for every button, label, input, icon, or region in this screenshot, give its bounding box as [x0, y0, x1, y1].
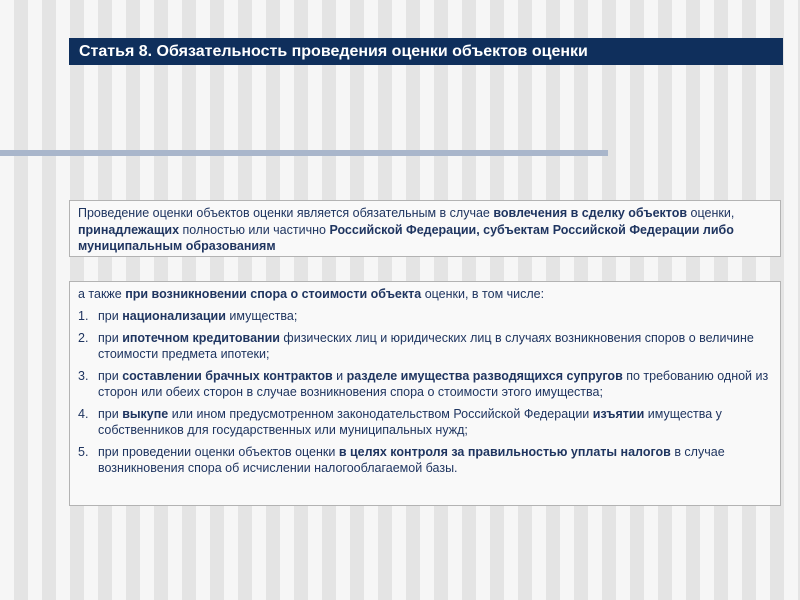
item-bold: выкупе — [122, 407, 169, 421]
item-bold: изъятии — [592, 407, 645, 421]
item-text: имущества; — [225, 309, 298, 323]
item-text: при — [98, 407, 123, 421]
para1-bold: принадлежащих — [78, 222, 180, 237]
intro-bold: при возникновении спора о стоимости объекта — [125, 287, 422, 301]
item-text: при — [98, 331, 123, 345]
list-item — [78, 308, 772, 324]
item-text: при проведении оценки объектов оценки — [98, 445, 339, 459]
item-text: при — [98, 309, 123, 323]
para1-text: оценки, — [687, 206, 735, 220]
list-item-number: 1. — [78, 309, 89, 323]
page-title: Статья 8. Обязательность проведения оценки объектов оценки — [79, 43, 588, 60]
item-bold: в целях контроля за правильностью уплаты налогов — [338, 445, 671, 459]
item-bold: составлении брачных контрактов — [122, 369, 333, 383]
para1-bold: Российской Федерации, субъектам Российской Федерации либо муниципальным образованиям — [78, 222, 734, 253]
list-item-number: 4. — [78, 407, 89, 421]
list-item — [78, 368, 772, 400]
accent-divider — [0, 150, 608, 156]
item-bold: ипотечном кредитовании — [122, 331, 280, 345]
list-item — [78, 330, 772, 362]
list-item — [78, 406, 772, 438]
obligation-text-box — [69, 200, 781, 257]
para1-bold: вовлечения в сделку объектов — [493, 206, 688, 220]
item-text: или ином предусмотренном законодательством Российской Федерации — [168, 407, 593, 421]
para1-text: Проведение оценки объектов оценки является обязательным в случае — [78, 206, 494, 220]
list-item-number: 3. — [78, 369, 89, 383]
item-text: физических лиц и юридических лиц в случаях возникновения споров о величине стоимости предмета ипотеки; — [98, 331, 754, 361]
title-bar — [69, 38, 783, 65]
cases-intro — [78, 286, 772, 302]
para1-text: полностью или частично — [179, 222, 330, 237]
item-text: и — [332, 369, 347, 383]
intro-text: оценки, в том числе: — [421, 287, 545, 301]
list-item-number: 2. — [78, 331, 89, 345]
list-item-number: 5. — [78, 445, 89, 459]
cases-text-box — [69, 281, 781, 506]
item-text: в случае возникновения спора об исчислении налогооблагаемой базы. — [98, 445, 725, 475]
item-bold: разделе имущества разводящихся супругов — [346, 369, 623, 383]
item-text: имущества у собственников для государственных или муниципальных нужд; — [98, 407, 722, 437]
item-text: по требованию одной из сторон или обеих сторон в случае возникновения спора о стоимости этого имущества; — [98, 369, 769, 399]
intro-text: а также — [78, 287, 126, 301]
item-text: при — [98, 369, 123, 383]
cases-list — [78, 308, 772, 476]
list-item — [78, 444, 772, 476]
item-bold: национализации — [122, 309, 226, 323]
